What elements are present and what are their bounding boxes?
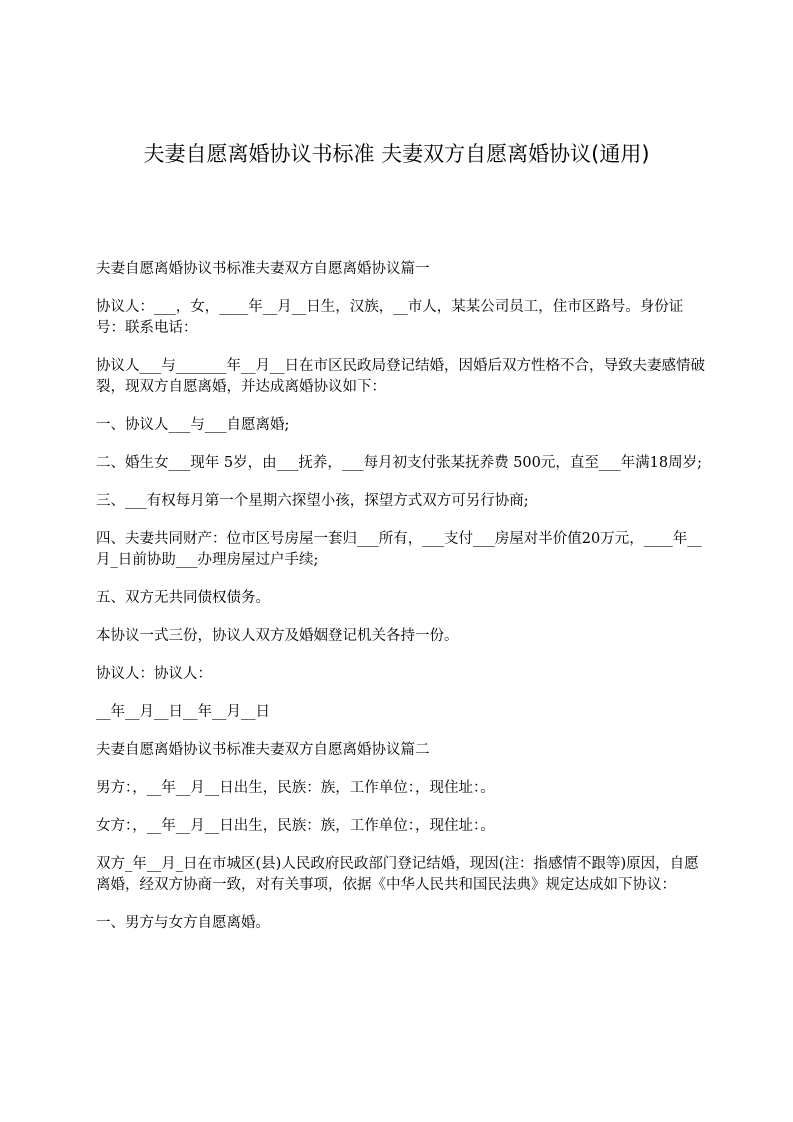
document-title: 夫妻自愿离婚协议书标准 夫妻双方自愿离婚协议(通用) [143,142,650,166]
clause-3: 三、___有权每月第一个星期六探望小孩，探望方式双方可另行协商; [96,493,529,509]
signature-line: 协议人：协议人： [96,666,212,682]
clause-5: 五、双方无共同债权债务。 [96,590,270,606]
agreement-preamble: 双方_年__月_日在市城区(县)人民政府民政部门登记结婚，现因(注：指感情不跟等)原因，自愿离婚，经双方协商一致，对有关事项，依据《中华人民共和国民法典》规定达成如下协议： [96,856,699,893]
party-one-info: 协议人：___，女，____年__月__日生，汉族，__市人，某某公司员工，住市区路号。身份证号：联系电话： [96,299,684,336]
section-heading-part-two: 夫妻自愿离婚协议书标准夫妻双方自愿离婚协议篇二 [96,742,430,758]
marriage-background: 协议人___与_______年__月__日在市区民政局登记结婚，因婚后双方性格不合，导致夫妻感情破裂，现双方自愿离婚，并达成离婚协议如下： [96,358,705,395]
clause-1: 一、协议人___与___自愿离婚; [96,417,290,433]
part-two-clause-1: 一、男方与女方自愿离婚。 [96,915,270,931]
male-party-info: 男方：，__年__月__日出生，民族：族，工作单位：，现住址：。 [96,780,495,796]
date-line: __年__月__日__年__月__日 [96,704,270,720]
copies-note: 本协议一式三份，协议人双方及婚姻登记机关各持一份。 [96,628,459,644]
clause-2: 二、婚生女___现年 5岁，由___抚养，___每月初支付张某抚养费 500元，直至___年满18周岁; [96,455,702,471]
section-heading-part-one: 夫妻自愿离婚协议书标准夫妻双方自愿离婚协议篇一 [96,261,430,277]
female-party-info: 女方：，__年__月__日出生，民族：族，工作单位：，现住址：。 [96,818,495,834]
clause-4: 四、夫妻共同财产：位市区号房屋一套归___所有，___支付___房屋对半价值20万元，____年__月_日前协助___办理房屋过户手续; [96,531,702,568]
document-body [96,259,708,951]
